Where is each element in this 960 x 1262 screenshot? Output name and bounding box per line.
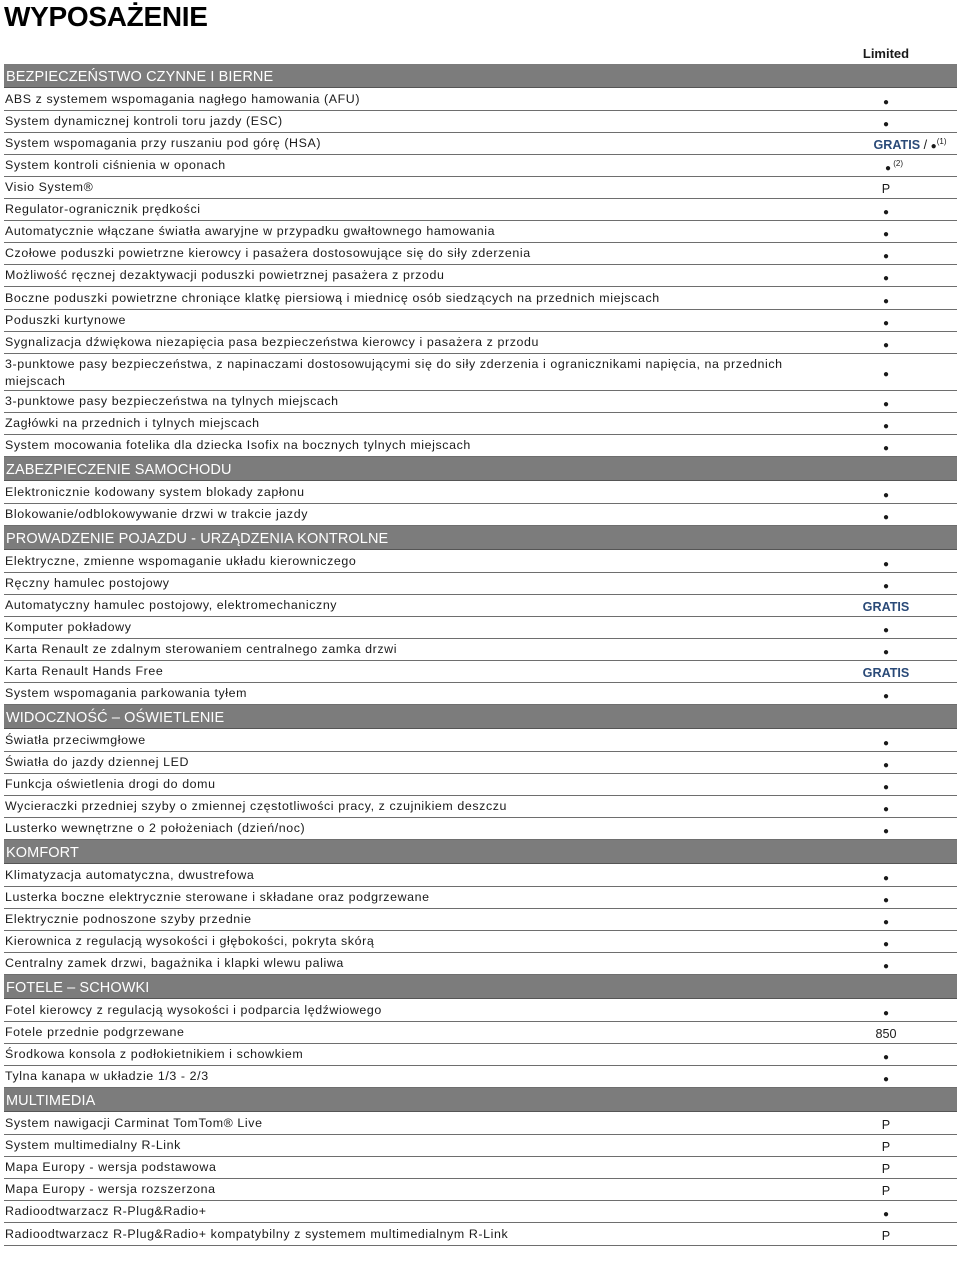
- section-title: FOTELE – SCHOWKI: [6, 980, 150, 997]
- equipment-value: ● $^{(2)}$: [884, 158, 904, 174]
- equipment-row: [4, 177, 957, 199]
- equipment-label: Elektryczne, zmienne wspomaganie układu kierowniczego: [5, 553, 357, 568]
- equipment-value: GRATIS: [862, 666, 910, 680]
- standard-dot-icon: [816, 576, 956, 594]
- equipment-label: Fotel kierowcy z regulacją wysokości i podparcia lędźwiowego: [5, 1003, 382, 1017]
- equipment-row: [4, 551, 957, 573]
- standard-dot-icon: [816, 485, 956, 503]
- standard-dot-icon: [816, 438, 956, 456]
- standard-dot-icon: [816, 313, 956, 331]
- equipment-row: [4, 953, 957, 975]
- standard-dot-icon: [816, 934, 956, 952]
- equipment-label: Regulator-ogranicznik prędkości: [5, 202, 201, 217]
- standard-dot-icon: [816, 1069, 956, 1087]
- equipment-label: Lusterko wewnętrzne o 2 położeniach (dzień/noc): [5, 821, 306, 836]
- equipment-value: P: [881, 1140, 891, 1155]
- equipment-row: [4, 89, 957, 111]
- equipment-value: P: [881, 1184, 891, 1199]
- standard-dot-icon: [816, 868, 956, 886]
- equipment-value: GRATIS: [862, 599, 910, 614]
- equipment-label: Karta Renault ze zdalnym sterowaniem centralnego zamka drzwi: [5, 641, 398, 656]
- section-title: KOMFORT: [6, 845, 79, 862]
- equipment-row: [4, 111, 957, 133]
- equipment-row: [4, 865, 957, 887]
- equipment-row: [4, 796, 957, 818]
- equipment-label: Wycieraczki przedniej szyby o zmiennej częstotliwości pracy, z czujnikiem deszczu: [5, 799, 508, 814]
- equipment-label: Centralny zamek drzwi, bagażnika i klapki wlewu paliwa: [5, 956, 344, 971]
- equipment-label: Radioodtwarzacz R-Plug&Radio+ kompatybilny z systemem multimedialnym R-Link: [5, 1226, 509, 1241]
- equipment-row: [4, 1201, 957, 1223]
- section-header: [4, 1088, 957, 1112]
- equipment-row: [4, 730, 957, 752]
- equipment-label: Lusterka boczne elektrycznie sterowane i składane oraz podgrzewane: [5, 890, 430, 904]
- equipment-label: Klimatyzacja automatyczna, dwustrefowa: [5, 867, 255, 882]
- equipment-row: [4, 133, 957, 155]
- equipment-label: System nawigacji Carminat TomTom® Live: [5, 1116, 263, 1130]
- standard-dot-icon: [816, 799, 956, 817]
- equipment-row: [4, 617, 957, 639]
- standard-dot-icon: [816, 507, 956, 525]
- standard-dot-icon: [816, 202, 956, 220]
- standard-dot-icon: [816, 291, 956, 309]
- equipment-row: [4, 1135, 957, 1157]
- equipment-label: Sygnalizacja dźwiękowa niezapięcia pasa bezpieczeństwa kierowcy i pasażera z przodu: [5, 334, 539, 349]
- equipment-row: [4, 310, 957, 332]
- equipment-row: [4, 413, 957, 435]
- equipment-row: [4, 1179, 957, 1201]
- equipment-label: 3-punktowe pasy bezpieczeństwa na tylnych miejscach: [5, 393, 339, 408]
- standard-dot-icon: [816, 686, 956, 704]
- equipment-label: Światła przeciwmgłowe: [5, 732, 146, 747]
- standard-dot-icon: [816, 92, 956, 110]
- equipment-label: Blokowanie/odblokowywanie drzwi w trakcie jazdy: [5, 506, 308, 521]
- equipment-row: [4, 354, 957, 391]
- equipment-label: Elektronicznie kodowany system blokady zapłonu: [5, 484, 305, 499]
- equipment-label: System multimedialny R-Link: [5, 1138, 181, 1153]
- standard-dot-icon: [816, 912, 956, 930]
- equipment-label: Środkowa konsola z podłokietnikiem i schowkiem: [5, 1047, 304, 1062]
- standard-dot-icon: [816, 1047, 956, 1065]
- equipment-row: [4, 931, 957, 953]
- standard-dot-icon: [816, 1003, 956, 1021]
- version-column-header: Limited: [862, 46, 910, 61]
- equipment-value: 850: [875, 1027, 897, 1042]
- equipment-row: [4, 683, 957, 705]
- standard-dot-icon: [816, 777, 956, 795]
- equipment-row: [4, 774, 957, 796]
- section-title: PROWADZENIE POJAZDU - URZĄDZENIA KONTROLNE: [6, 530, 389, 547]
- standard-dot-icon: [816, 1204, 956, 1222]
- page-title: WYPOSAŻENIE: [4, 1, 208, 32]
- equipment-row: [4, 818, 957, 840]
- standard-dot-icon: [816, 224, 956, 242]
- section-header: [4, 64, 957, 88]
- equipment-row: [4, 155, 957, 177]
- section-header: [4, 457, 957, 481]
- equipment-row: [4, 595, 957, 617]
- equipment-row: [4, 243, 957, 265]
- equipment-row: [4, 909, 957, 931]
- equipment-label: Elektrycznie podnoszone szyby przednie: [5, 912, 252, 927]
- equipment-label: Kierownica z regulacją wysokości i głębokości, pokryta skórą: [5, 934, 375, 949]
- equipment-label: Światła do jazdy dziennej LED: [5, 754, 190, 769]
- standard-dot-icon: [816, 246, 956, 264]
- equipment-row: [4, 661, 957, 683]
- equipment-label: Radioodtwarzacz R-Plug&Radio+: [5, 1204, 207, 1219]
- equipment-value: GRATIS / ●$^{(1)}$: [873, 136, 947, 152]
- equipment-label: Tylna kanapa w układzie 1/3 - 2/3: [5, 1069, 209, 1084]
- equipment-label: Automatycznie włączane światła awaryjne w przypadku gwałtownego hamowania: [5, 224, 496, 239]
- equipment-label: Funkcja oświetlenia drogi do domu: [5, 777, 216, 791]
- equipment-value: P: [881, 182, 891, 196]
- equipment-row: [4, 482, 957, 504]
- equipment-label: Karta Renault Hands Free: [5, 664, 164, 678]
- standard-dot-icon: ●: [884, 162, 892, 174]
- equipment-label: Fotele przednie podgrzewane: [5, 1025, 185, 1040]
- equipment-label: Możliwość ręcznej dezaktywacji poduszki powietrznej pasażera z przodu: [5, 268, 445, 283]
- equipment-label: System wspomagania przy ruszaniu pod górę (HSA): [5, 135, 322, 150]
- equipment-row: [4, 573, 957, 595]
- equipment-row: [4, 504, 957, 526]
- standard-dot-icon: [816, 554, 956, 572]
- equipment-label: System mocowania fotelika dla dziecka Isofix na bocznych tylnych miejscach: [5, 438, 471, 452]
- standard-dot-icon: [816, 821, 956, 839]
- equipment-label: Poduszki kurtynowe: [5, 312, 126, 327]
- equipment-label: System dynamicznej kontroli toru jazdy (ESC): [5, 113, 283, 128]
- standard-dot-icon: [816, 268, 956, 286]
- equipment-row: [4, 265, 957, 287]
- equipment-label: System wspomagania parkowania tyłem: [5, 686, 248, 701]
- standard-dot-icon: [816, 394, 956, 412]
- standard-dot-icon: [816, 620, 956, 638]
- equipment-row: [4, 1022, 957, 1044]
- equipment-label: 3-punktowe pasy bezpieczeństwa, z napinaczami dostosowującymi się do siły zderzenia i ogranicznikami napięcia, na przednich miejscach: [5, 356, 783, 388]
- equipment-label: Zagłówki na przednich i tylnych miejscach: [5, 415, 260, 430]
- equipment-row: [4, 887, 957, 909]
- equipment-row: [4, 332, 957, 354]
- standard-dot-icon: [816, 956, 956, 974]
- equipment-label: ABS z systemem wspomagania nagłego hamowania (AFU): [5, 91, 361, 106]
- section-title: BEZPIECZEŃSTWO CZYNNE I BIERNE: [6, 69, 274, 85]
- equipment-label: System kontroli ciśnienia w oponach: [5, 157, 226, 172]
- equipment-label: Czołowe poduszki powietrzne kierowcy i pasażera dostosowujące się do siły zderzenia: [5, 246, 531, 261]
- equipment-label: Ręczny hamulec postojowy: [5, 575, 170, 590]
- standard-dot-icon: [816, 755, 956, 773]
- equipment-row: [4, 391, 957, 413]
- equipment-label: Mapa Europy - wersja rozszerzona: [5, 1182, 216, 1197]
- equipment-label: Mapa Europy - wersja podstawowa: [5, 1160, 217, 1175]
- section-header: [4, 975, 957, 999]
- section-title: WIDOCZNOŚĆ – OŚWIETLENIE: [6, 710, 225, 727]
- equipment-row: [4, 221, 957, 243]
- equipment-row: [4, 199, 957, 221]
- section-title: ZABEZPIECZENIE SAMOCHODU: [6, 462, 232, 479]
- standard-dot-icon: ●: [930, 140, 937, 152]
- equipment-row: [4, 1066, 957, 1088]
- standard-dot-icon: [816, 642, 956, 660]
- equipment-row: [4, 639, 957, 661]
- standard-dot-icon: [816, 890, 956, 908]
- standard-dot-icon: [816, 364, 956, 382]
- equipment-value: P: [881, 1162, 891, 1177]
- standard-dot-icon: [816, 114, 956, 132]
- equipment-label: Visio System®: [5, 180, 94, 194]
- equipment-row: [4, 752, 957, 774]
- equipment-row: [4, 1157, 957, 1179]
- section-title: MULTIMEDIA: [6, 1093, 96, 1110]
- section-header: [4, 526, 957, 550]
- standard-dot-icon: [816, 335, 956, 353]
- equipment-row: [4, 1044, 957, 1066]
- section-header: [4, 840, 957, 864]
- equipment-value: P: [881, 1118, 891, 1132]
- equipment-label: Komputer pokładowy: [5, 619, 132, 634]
- equipment-row: [4, 1224, 957, 1246]
- equipment-row: [4, 1113, 957, 1135]
- equipment-label: Automatyczny hamulec postojowy, elektromechaniczny: [5, 597, 338, 612]
- equipment-row: [4, 288, 957, 310]
- equipment-label: Boczne poduszki powietrzne chroniące klatkę piersiową i miednicę osób siedzących na przednich miejscach: [5, 290, 660, 305]
- equipment-row: [4, 1000, 957, 1022]
- standard-dot-icon: [816, 416, 956, 434]
- equipment-value: P: [881, 1228, 891, 1243]
- equipment-row: [4, 435, 957, 457]
- section-header: [4, 705, 957, 729]
- standard-dot-icon: [816, 733, 956, 751]
